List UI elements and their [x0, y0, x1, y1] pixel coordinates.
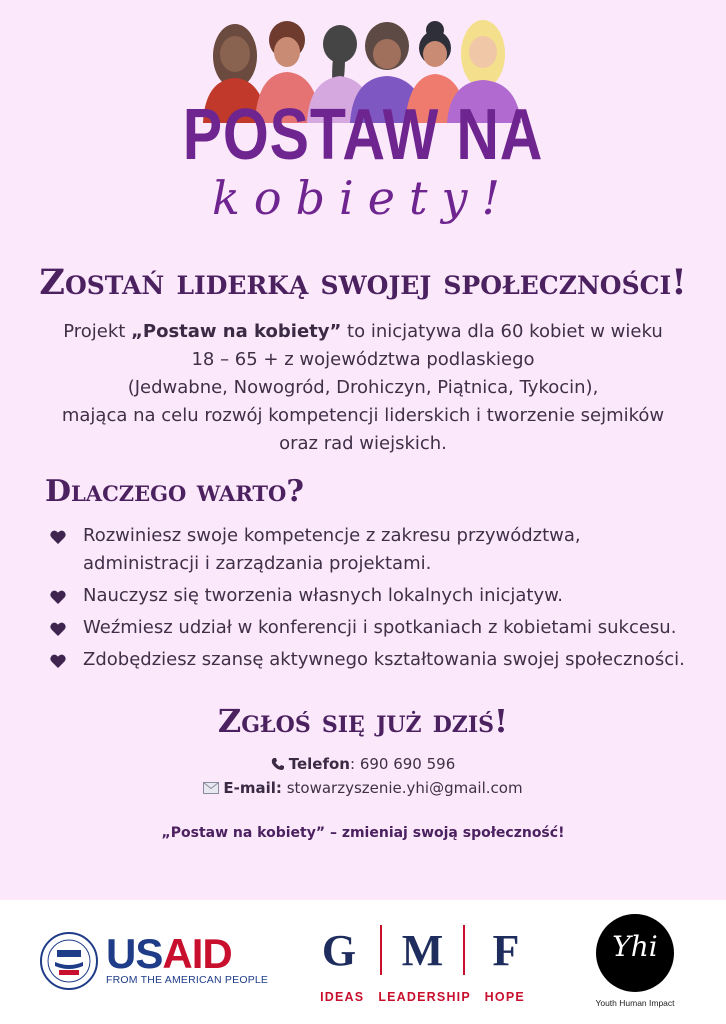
email-label: E-mail:: [223, 779, 282, 797]
gmf-divider: [380, 925, 382, 975]
phone-label: Telefon: [288, 755, 350, 773]
heart-icon: [50, 654, 66, 668]
yhi-signature: Yhi: [612, 930, 658, 963]
gmf-logo: [315, 924, 530, 976]
benefit-text: Nauczysz się tworzenia własnych lokalnych inicjatyw.: [83, 585, 563, 606]
phone-line: [0, 753, 726, 775]
project-name: „Postaw na kobiety”: [131, 321, 342, 342]
email-value[interactable]: stowarzyszenie.yhi@gmail.com: [281, 779, 523, 797]
footer-logos: [0, 900, 726, 1024]
benefit-text: Rozwiniesz swoje kompetencje z zakresu przywództwa, administracji i zarządzania projektami.: [83, 525, 581, 574]
list-item: [50, 614, 690, 642]
email-line: [0, 777, 726, 799]
email-icon: [203, 782, 219, 794]
why-heading: Dlaczego warto?: [45, 474, 304, 509]
list-item: [50, 582, 690, 610]
intro-paragraph: [40, 318, 686, 458]
benefits-list: [50, 522, 690, 678]
usaid-aid: AID: [162, 930, 232, 977]
logo-subtitle: kobiety!: [212, 171, 514, 225]
usaid-us: US: [106, 930, 163, 977]
page-title: Zostań liderką swojej społeczności!: [39, 262, 687, 303]
benefit-text: Weźmiesz udział w konferencji i spotkaniach z kobietami sukcesu.: [83, 617, 677, 638]
intro-line-1-pre: Projekt: [63, 321, 132, 342]
intro-line-1-post: to inicjatywa dla 60 kobiet w wieku: [341, 321, 663, 342]
heart-icon: [50, 622, 66, 636]
benefit-text: Zdobędziesz szansę aktywnego kształtowania swojej społeczności.: [83, 649, 685, 670]
usaid-wordmark: [106, 932, 232, 976]
yhi-name: Youth Human Impact: [595, 998, 675, 1008]
cta-heading: Zgłoś się już dziś!: [217, 702, 509, 740]
intro-line-4: mająca na celu rozwój kompetencji liderskich i tworzenie sejmików: [61, 405, 665, 426]
intro-line-5: oraz rad wiejskich.: [279, 433, 447, 454]
list-item: [50, 646, 690, 674]
gmf-tagline: IDEAS LEADERSHIP HOPE: [320, 990, 525, 1004]
gmf-letter-g: G: [321, 925, 357, 975]
intro-line-1: [40, 318, 686, 346]
usaid-tagline: FROM THE AMERICAN PEOPLE: [106, 974, 269, 986]
heart-icon: [50, 530, 66, 544]
usaid-seal-icon: [40, 932, 98, 990]
intro-line-3: (Jedwabne, Nowogród, Drohiczyn, Piątnica, Tykocin),: [127, 377, 599, 398]
list-item: [50, 522, 690, 578]
intro-line-2: 18 – 65 + z województwa podlaskiego: [191, 349, 535, 370]
phone-icon: [271, 757, 285, 771]
slogan: „Postaw na kobiety” – zmieniaj swoją społeczność!: [161, 825, 565, 841]
gmf-letter-f: F: [492, 925, 520, 975]
heart-icon: [50, 590, 66, 604]
gmf-divider: [463, 925, 465, 975]
phone-value[interactable]: : 690 690 596: [350, 755, 456, 773]
logo-title: POSTAW NA: [182, 95, 544, 175]
gmf-letter-m: M: [401, 925, 444, 975]
